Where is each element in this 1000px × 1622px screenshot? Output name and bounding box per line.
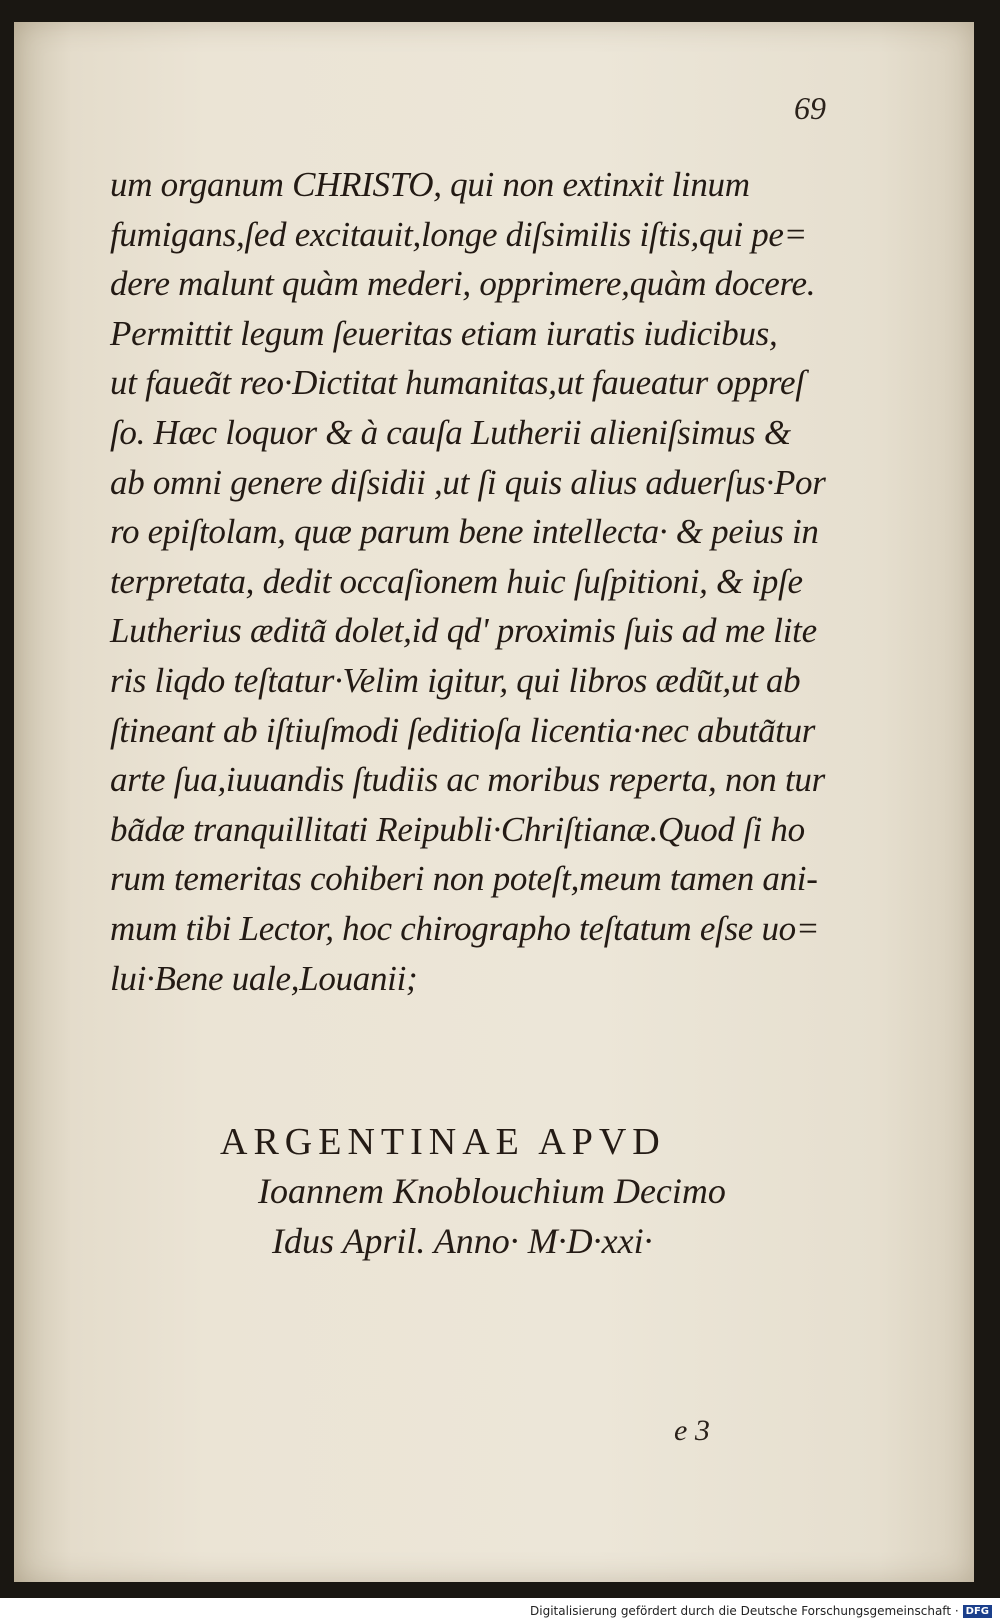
text-line: rum temeritas cohiberi non poteſt,meum tamen ani- [110,859,818,899]
text-line: Lutherius ædita͂ dolet,id qd' proximis ſuis ad me lite [110,611,817,651]
body-text [110,160,860,1003]
text-line: um organum CHRISTO, qui non extinxit linum [110,165,750,204]
footer-credit-text: Digitalisierung gefördert durch die Deutsche Forschungsgemeinschaft · [530,1604,959,1618]
text-line: ſtineant ab iſtiuſmodi ſeditioſa licentia·nec abuta͂tur [110,710,816,750]
text-line: terpretata, dedit occaſionem huic ſuſpitioni, & ipſe [110,561,803,601]
text-line: Permittit legum ſeueritas etiam iuratis iudicibus, [110,313,778,353]
book-page [14,22,974,1582]
text-line: mum tibi Lector, hoc chirographo teſtatum eſse uo= [110,908,820,948]
text-line: ſo. Hæc loquor & à cauſa Lutherii alieniſsimus & [110,412,791,452]
text-line: ris liqdo teſtatur·Velim igitur, qui libros ædu͂t,ut ab [110,660,801,700]
text-line: arte ſua,iuuandis ſtudiis ac moribus reperta, non tur [110,760,825,800]
text-line: lui·Bene uale,Louanii; [110,958,418,998]
text-line: ab omni genere diſsidii ,ut ſi quis alius aduerſus·Por [110,462,826,502]
signature-mark: e 3 [674,1414,710,1447]
colophon-imprint-place: ARGENTINAE APVD [220,1121,666,1163]
colophon-printer: Ioannem Knoblouchium Decimo [258,1171,726,1211]
text-line: dere malunt quàm mederi, opprimere,quàm docere. [110,264,816,304]
dfg-logo-icon: DFG [963,1605,992,1618]
text-line: ro epiſtolam, quæ parum bene intellecta· & peius in [110,512,819,552]
footer-credit [530,1604,992,1618]
colophon-date: Idus April. Anno· M·D·xxi· [272,1221,653,1261]
text-line: ba͂dæ tranquillitati Reipubli·Chriſtianæ.Quod ſi ho [110,809,805,849]
page-number: 69 [794,90,826,126]
text-line: ut fauea͂t reo·Dictitat humanitas,ut faueatur oppreſ [110,363,805,403]
text-line: fumigans,ſed excitauit,longe diſsimilis iſtis,qui pe= [110,214,807,254]
